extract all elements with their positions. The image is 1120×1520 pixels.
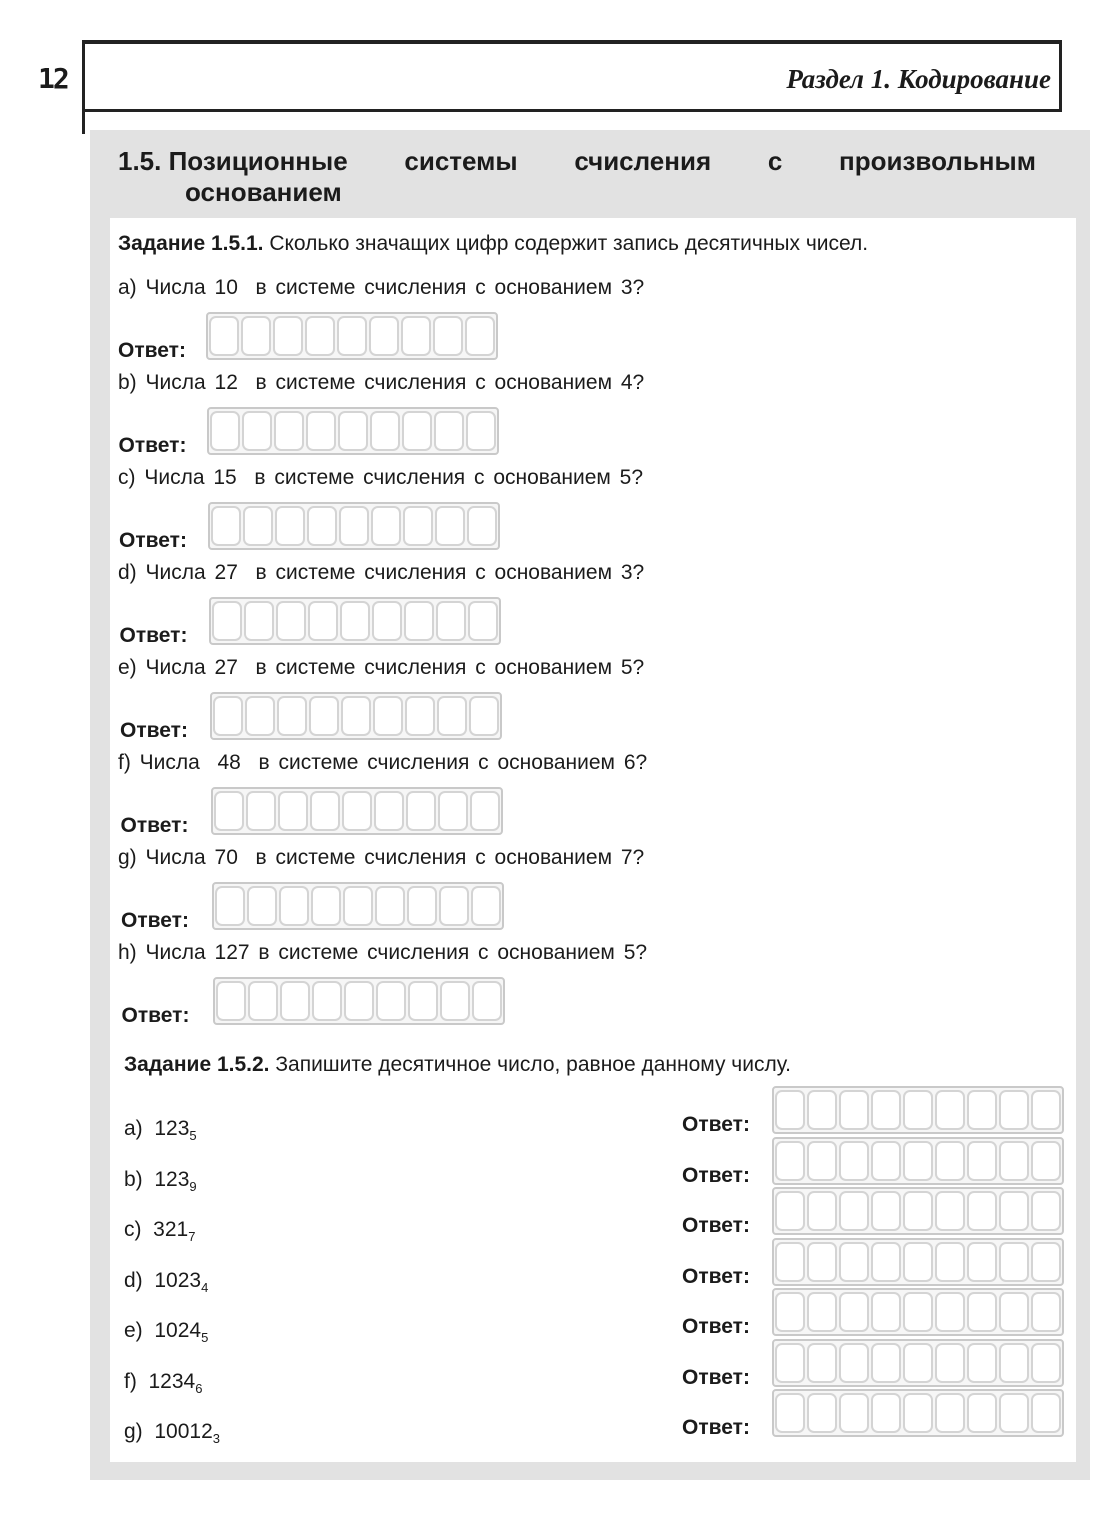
answer-cells[interactable] — [772, 1137, 1064, 1185]
answer-cell[interactable] — [371, 506, 401, 546]
task1-question — [118, 941, 647, 965]
answer-cell[interactable] — [467, 506, 497, 546]
answer-cell[interactable] — [967, 1393, 997, 1433]
question-letter: b) — [118, 371, 137, 394]
answer-cell[interactable] — [213, 696, 243, 736]
answer-cell[interactable] — [903, 1292, 933, 1332]
answer-cell[interactable] — [935, 1292, 965, 1332]
item-base: 3 — [212, 1431, 220, 1447]
answer-cell[interactable] — [341, 696, 371, 736]
item-letter: a) — [124, 1117, 143, 1140]
item-letter: e) — [124, 1319, 143, 1342]
answer-cell[interactable] — [376, 981, 406, 1021]
task2-item — [124, 1218, 195, 1244]
answer-cell[interactable] — [279, 886, 309, 926]
answer-cell[interactable] — [406, 791, 436, 831]
answer-cell[interactable] — [903, 1141, 933, 1181]
answer-cell[interactable] — [775, 1191, 805, 1231]
question-text: Числа 48 в системе счисления с основанием 6? — [139, 751, 648, 774]
answer-cells[interactable] — [211, 787, 503, 835]
task1-text: Сколько значащих цифр содержит запись десятичных чисел. — [269, 232, 869, 255]
answer-cell[interactable] — [807, 1242, 837, 1282]
answer-label: Ответ: — [118, 434, 187, 457]
answer-label: Ответ: — [682, 1315, 750, 1338]
answer-cell[interactable] — [439, 886, 469, 926]
task2-item — [124, 1420, 220, 1446]
section-title — [118, 146, 1036, 208]
answer-cell[interactable] — [340, 601, 370, 641]
answer-cell[interactable] — [871, 1090, 901, 1130]
item-letter: f) — [124, 1369, 137, 1393]
answer-cell[interactable] — [241, 316, 271, 356]
answer-cell[interactable] — [999, 1393, 1029, 1433]
question-text: Числа 27 в системе счисления с основанием 5? — [145, 656, 645, 679]
answer-label: Ответ: — [119, 624, 188, 647]
answer-cell[interactable] — [437, 696, 467, 736]
answer-cell[interactable] — [471, 886, 501, 926]
answer-cell[interactable] — [935, 1242, 965, 1282]
answer-cell[interactable] — [999, 1191, 1029, 1231]
item-number: 10012 — [154, 1420, 213, 1443]
answer-cell[interactable] — [434, 411, 464, 451]
task2-item — [124, 1319, 208, 1345]
answer-cells[interactable] — [772, 1086, 1064, 1134]
section-title-line2: основанием — [185, 177, 342, 207]
answer-cell[interactable] — [935, 1191, 965, 1231]
question-letter: e) — [118, 656, 137, 679]
answer-cells[interactable] — [207, 407, 499, 455]
item-number: 1023 — [154, 1268, 202, 1292]
task2-header — [124, 1053, 791, 1077]
item-base: 5 — [189, 1128, 197, 1144]
answer-cell[interactable] — [470, 791, 500, 831]
answer-cell[interactable] — [369, 316, 399, 356]
answer-cell[interactable] — [435, 506, 465, 546]
answer-cell[interactable] — [1031, 1393, 1061, 1433]
answer-cell[interactable] — [999, 1242, 1029, 1282]
answer-cell[interactable] — [469, 696, 499, 736]
section-title-word4: с — [767, 146, 783, 176]
question-text: Числа 127 в системе счисления с основанием 5? — [145, 941, 648, 964]
answer-cell[interactable] — [871, 1141, 901, 1181]
item-number: 123 — [154, 1167, 190, 1191]
task2-item — [124, 1117, 197, 1143]
answer-cell[interactable] — [438, 791, 468, 831]
answer-cell[interactable] — [248, 981, 278, 1021]
answer-cell[interactable] — [280, 981, 310, 1021]
question-letter: a) — [118, 276, 137, 299]
answer-cell[interactable] — [339, 506, 369, 546]
answer-cell[interactable] — [375, 886, 405, 926]
answer-cell[interactable] — [839, 1343, 869, 1383]
answer-cell[interactable] — [967, 1090, 997, 1130]
answer-label: Ответ: — [120, 814, 189, 837]
answer-cell[interactable] — [307, 506, 337, 546]
answer-label: Ответ: — [682, 1264, 750, 1288]
item-letter: c) — [124, 1218, 142, 1241]
answer-cell[interactable] — [807, 1393, 837, 1433]
item-letter: g) — [124, 1420, 143, 1443]
answer-label: Ответ: — [682, 1365, 750, 1389]
answer-cell[interactable] — [433, 316, 463, 356]
answer-cell[interactable] — [999, 1292, 1029, 1332]
answer-cell[interactable] — [903, 1393, 933, 1433]
answer-cell[interactable] — [839, 1393, 869, 1433]
section-number-and-word1: 1.5. Позиционные — [118, 146, 348, 176]
task1-question — [118, 656, 644, 680]
answer-cell[interactable] — [275, 506, 305, 546]
answer-cell[interactable] — [338, 411, 368, 451]
answer-cells[interactable] — [772, 1187, 1064, 1235]
item-letter: b) — [124, 1167, 143, 1191]
answer-cell[interactable] — [468, 601, 498, 641]
answer-cell[interactable] — [775, 1141, 805, 1181]
answer-cell[interactable] — [343, 886, 373, 926]
answer-cell[interactable] — [999, 1090, 1029, 1130]
task2-text: Запишите десятичное число, равное данному числу. — [275, 1053, 791, 1076]
answer-cell[interactable] — [209, 316, 239, 356]
answer-cell[interactable] — [807, 1090, 837, 1130]
answer-cell[interactable] — [871, 1343, 901, 1383]
item-letter: d) — [124, 1268, 143, 1292]
answer-cells[interactable] — [212, 882, 504, 930]
answer-cell[interactable] — [807, 1191, 837, 1231]
answer-label: Ответ: — [682, 1416, 750, 1439]
section-title-word5: произвольным — [839, 146, 1036, 176]
question-text: Числа 70 в системе счисления с основанием 7? — [145, 846, 645, 869]
answer-label: Ответ: — [118, 339, 186, 362]
answer-cell[interactable] — [436, 601, 466, 641]
answer-cell[interactable] — [405, 696, 435, 736]
answer-cell[interactable] — [244, 601, 274, 641]
answer-cell[interactable] — [337, 316, 367, 356]
answer-cell[interactable] — [246, 791, 276, 831]
answer-cell[interactable] — [935, 1141, 965, 1181]
answer-cell[interactable] — [839, 1292, 869, 1332]
answer-label: Ответ: — [121, 1004, 190, 1027]
answer-cell[interactable] — [247, 886, 277, 926]
answer-cells[interactable] — [213, 977, 505, 1025]
answer-cells[interactable] — [208, 502, 500, 550]
answer-cell[interactable] — [775, 1090, 805, 1130]
answer-cells[interactable] — [772, 1389, 1064, 1437]
task1-question — [118, 561, 644, 585]
answer-cell[interactable] — [967, 1292, 997, 1332]
question-letter: g) — [118, 846, 137, 869]
answer-cell[interactable] — [373, 696, 403, 736]
answer-cell[interactable] — [871, 1292, 901, 1332]
answer-cell[interactable] — [309, 696, 339, 736]
question-text: Числа 27 в системе счисления с основанием 3? — [145, 561, 645, 584]
answer-cell[interactable] — [1031, 1242, 1061, 1282]
answer-cell[interactable] — [839, 1191, 869, 1231]
answer-cell[interactable] — [775, 1393, 805, 1433]
answer-cell[interactable] — [967, 1141, 997, 1181]
answer-cell[interactable] — [403, 506, 433, 546]
item-number: 1234 — [148, 1369, 196, 1393]
answer-cell[interactable] — [407, 886, 437, 926]
task1-question — [118, 466, 643, 490]
answer-cells[interactable] — [772, 1288, 1064, 1336]
section-title-word3: счисления — [574, 146, 712, 176]
answer-cell[interactable] — [967, 1191, 997, 1231]
answer-cells[interactable] — [210, 692, 502, 740]
item-base: 7 — [188, 1229, 196, 1245]
item-base: 9 — [189, 1178, 197, 1194]
answer-cell[interactable] — [935, 1393, 965, 1433]
answer-label: Ответ: — [120, 719, 188, 742]
question-text: Числа 10 в системе счисления с основанием 3? — [145, 276, 645, 299]
answer-cell[interactable] — [935, 1090, 965, 1130]
question-letter: d) — [118, 561, 137, 584]
answer-cell[interactable] — [1031, 1343, 1061, 1383]
answer-cell[interactable] — [903, 1242, 933, 1282]
item-base: 5 — [201, 1330, 209, 1346]
answer-cell[interactable] — [212, 601, 242, 641]
page-number: 12 — [38, 62, 68, 95]
question-letter: c) — [118, 466, 136, 489]
answer-label: Ответ: — [682, 1214, 750, 1237]
answer-cell[interactable] — [211, 506, 241, 546]
answer-cell[interactable] — [999, 1343, 1029, 1383]
answer-label: Ответ: — [682, 1113, 750, 1136]
question-letter: h) — [118, 941, 137, 964]
answer-cell[interactable] — [967, 1242, 997, 1282]
item-number: 1024 — [154, 1319, 202, 1342]
answer-cell[interactable] — [374, 791, 404, 831]
answer-cell[interactable] — [1031, 1090, 1061, 1130]
answer-cell[interactable] — [216, 981, 246, 1021]
answer-cell[interactable] — [807, 1141, 837, 1181]
left-rule — [82, 112, 85, 134]
task1-question — [118, 846, 644, 870]
answer-cell[interactable] — [214, 791, 244, 831]
answer-cell[interactable] — [903, 1343, 933, 1383]
answer-label: Ответ: — [682, 1163, 750, 1187]
answer-cell[interactable] — [401, 316, 431, 356]
answer-cell[interactable] — [308, 601, 338, 641]
answer-cell[interactable] — [215, 886, 245, 926]
answer-cell[interactable] — [839, 1090, 869, 1130]
answer-cell[interactable] — [775, 1292, 805, 1332]
answer-cells[interactable] — [772, 1339, 1064, 1387]
answer-cell[interactable] — [903, 1090, 933, 1130]
answer-cell[interactable] — [370, 411, 400, 451]
answer-cell[interactable] — [775, 1242, 805, 1282]
answer-cell[interactable] — [871, 1242, 901, 1282]
answer-cells[interactable] — [206, 312, 498, 360]
answer-label: Ответ: — [121, 909, 189, 932]
answer-cell[interactable] — [242, 411, 272, 451]
answer-cell[interactable] — [342, 791, 372, 831]
section-header — [82, 40, 1062, 112]
answer-cell[interactable] — [408, 981, 438, 1021]
answer-cell[interactable] — [245, 696, 275, 736]
item-base: 6 — [195, 1380, 203, 1396]
answer-cell[interactable] — [310, 791, 340, 831]
answer-cells[interactable] — [209, 597, 501, 645]
answer-cell[interactable] — [312, 981, 342, 1021]
answer-cell[interactable] — [344, 981, 374, 1021]
task2-item — [124, 1168, 197, 1194]
answer-cell[interactable] — [466, 411, 496, 451]
answer-cell[interactable] — [967, 1343, 997, 1383]
task1-question — [118, 751, 647, 775]
answer-cell[interactable] — [1031, 1292, 1061, 1332]
task2-item — [124, 1370, 202, 1396]
answer-cell[interactable] — [903, 1191, 933, 1231]
answer-cell[interactable] — [839, 1242, 869, 1282]
answer-cell[interactable] — [404, 601, 434, 641]
section-title-word2: системы — [404, 146, 518, 176]
answer-label: Ответ: — [119, 529, 187, 552]
answer-cell[interactable] — [807, 1343, 837, 1383]
question-letter: f) — [118, 751, 131, 774]
answer-cell[interactable] — [935, 1343, 965, 1383]
answer-cell[interactable] — [465, 316, 495, 356]
question-text: Числа 15 в системе счисления с основанием 5? — [144, 466, 644, 489]
answer-cell[interactable] — [243, 506, 273, 546]
task1-question — [118, 371, 644, 395]
answer-cells[interactable] — [772, 1238, 1064, 1286]
header-title: Раздел 1. Кодирование — [786, 64, 1051, 94]
task2-label: Задание 1.5.2. — [124, 1053, 270, 1076]
answer-cell[interactable] — [871, 1393, 901, 1433]
answer-cell[interactable] — [999, 1141, 1029, 1181]
answer-cell[interactable] — [402, 411, 432, 451]
answer-cell[interactable] — [839, 1141, 869, 1181]
answer-cell[interactable] — [440, 981, 470, 1021]
answer-cell[interactable] — [1031, 1191, 1061, 1231]
answer-cell[interactable] — [775, 1343, 805, 1383]
item-number: 321 — [153, 1218, 189, 1241]
answer-cell[interactable] — [306, 411, 336, 451]
task2-item — [124, 1269, 208, 1295]
answer-cell[interactable] — [372, 601, 402, 641]
answer-cell[interactable] — [276, 601, 306, 641]
question-text: Числа 12 в системе счисления с основанием 4? — [145, 371, 645, 394]
answer-cell[interactable] — [472, 981, 502, 1021]
answer-cell[interactable] — [871, 1191, 901, 1231]
task1-label: Задание 1.5.1. — [118, 232, 264, 255]
item-number: 123 — [154, 1117, 190, 1140]
answer-cell[interactable] — [278, 791, 308, 831]
answer-cell[interactable] — [210, 411, 240, 451]
task1-question — [118, 276, 644, 300]
answer-cell[interactable] — [1031, 1141, 1061, 1181]
item-base: 4 — [201, 1279, 209, 1295]
answer-cell[interactable] — [305, 316, 335, 356]
answer-cell[interactable] — [273, 316, 303, 356]
answer-cell[interactable] — [277, 696, 307, 736]
answer-cell[interactable] — [807, 1292, 837, 1332]
answer-cell[interactable] — [274, 411, 304, 451]
answer-cell[interactable] — [311, 886, 341, 926]
task1-header — [118, 232, 868, 256]
